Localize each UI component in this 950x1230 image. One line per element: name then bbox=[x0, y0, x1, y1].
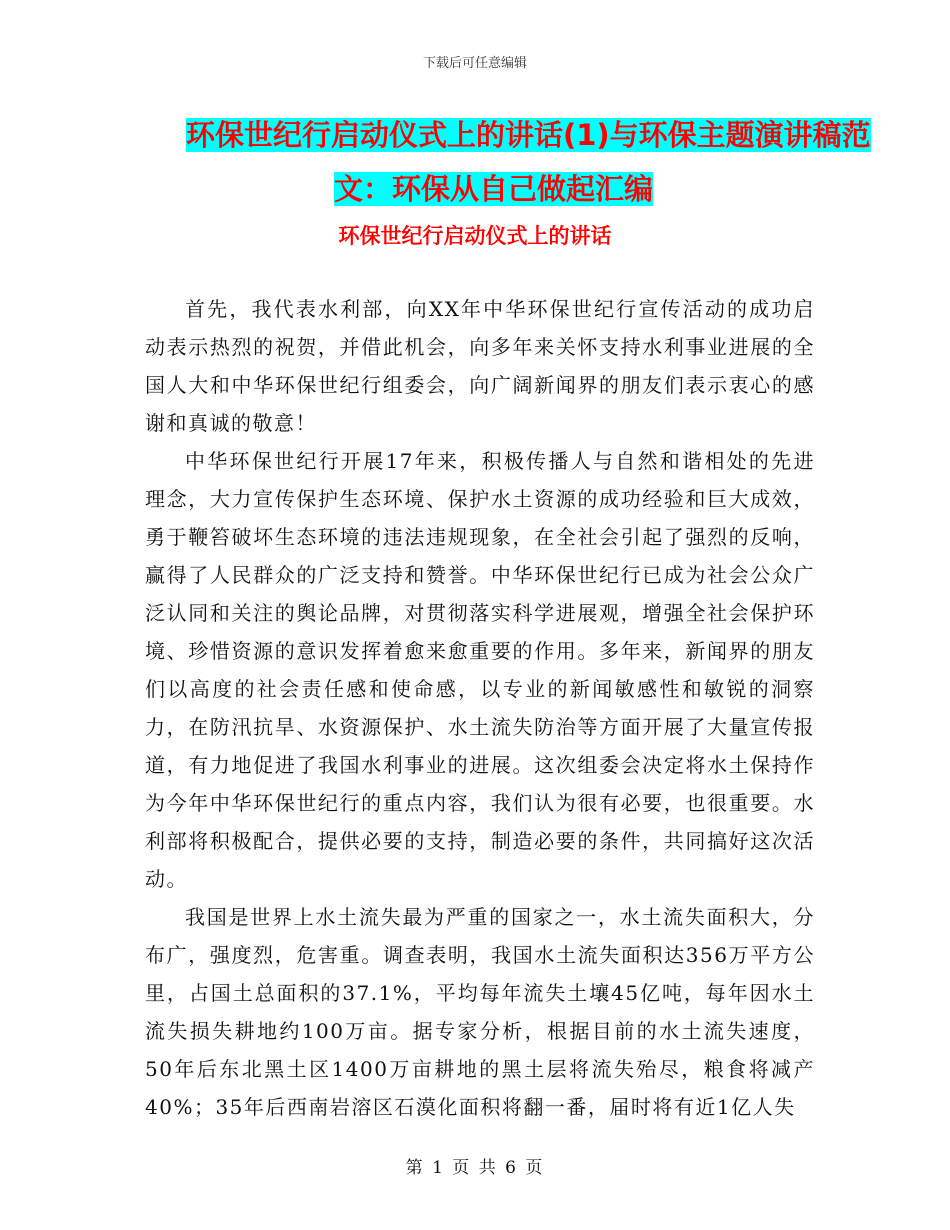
title-line-1-text: 环保世纪行启动仪式上的讲话(1)与环保主题演讲稿范 bbox=[186, 118, 871, 152]
section-title: 环保世纪行启动仪式上的讲话 bbox=[338, 224, 612, 248]
title-line-1 bbox=[186, 108, 871, 162]
paragraph: 中华环保世纪行开展17年来，积极传播人与自然和谐相处的先进理念，大力宣传保护生态环境、保护水土资源的成功经验和巨大成效，勇于鞭笞破坏生态环境的违法违规现象，在全社会引起了强烈的反响，赢得了人民群众的广泛支持和赞誉。中华环保世纪行已成为社会公众广泛认同和关注的舆论品牌，对贯彻落实科学进展观，增强全社会保护环境、珍惜资源的意识发挥着愈来愈重要的作用。多年来，新闻界的朋友们以高度的社会责任感和使命感，以专业的新闻敏感性和敏锐的洞察力，在防汛抗旱、水资源保护、水土流失防治等方面开展了大量宣传报道，有力地促进了我国水利事业的进展。这次组委会决定将水土保持作为今年中华环保世纪行的重点内容，我们认为很有必要，也很重要。水利部将积极配合，提供必要的支持，制造必要的条件，共同搞好这次活动。 bbox=[145, 449, 815, 891]
page-footer: 第 1 页 共 6 页 bbox=[405, 1158, 545, 1178]
body-text bbox=[145, 290, 815, 1126]
paragraph: 首先，我代表水利部，向XX年中华环保世纪行宣传活动的成功启动表示热烈的祝贺，并借此机会，向多年来关怀支持水利事业进展的全国人大和中华环保世纪行组委会，向广阔新闻界的朋友们表示衷心的感谢和真诚的敬意！ bbox=[145, 297, 815, 435]
title-line-2 bbox=[186, 162, 826, 216]
document-title bbox=[186, 108, 871, 216]
paragraph: 我国是世界上水土流失最为严重的国家之一，水土流失面积大，分布广，强度烈，危害重。调查表明，我国水土流失面积达356万平方公里，占国土总面积的37.1%，平均每年流失土壤45亿吨，每年因水土流失损失耕地约100万亩。据专家分析，根据目前的水土流失速度，50年后东北黑土区1400万亩耕地的黑土层将流失殆尽，粮食将减产40%；35年后西南岩溶区石漠化面积将翻一番，届时将有近1亿人失 bbox=[145, 905, 815, 1119]
header-note: 下载后可任意编辑 bbox=[422, 56, 527, 71]
title-line-2-text: 文：环保从自己做起汇编 bbox=[334, 172, 654, 206]
